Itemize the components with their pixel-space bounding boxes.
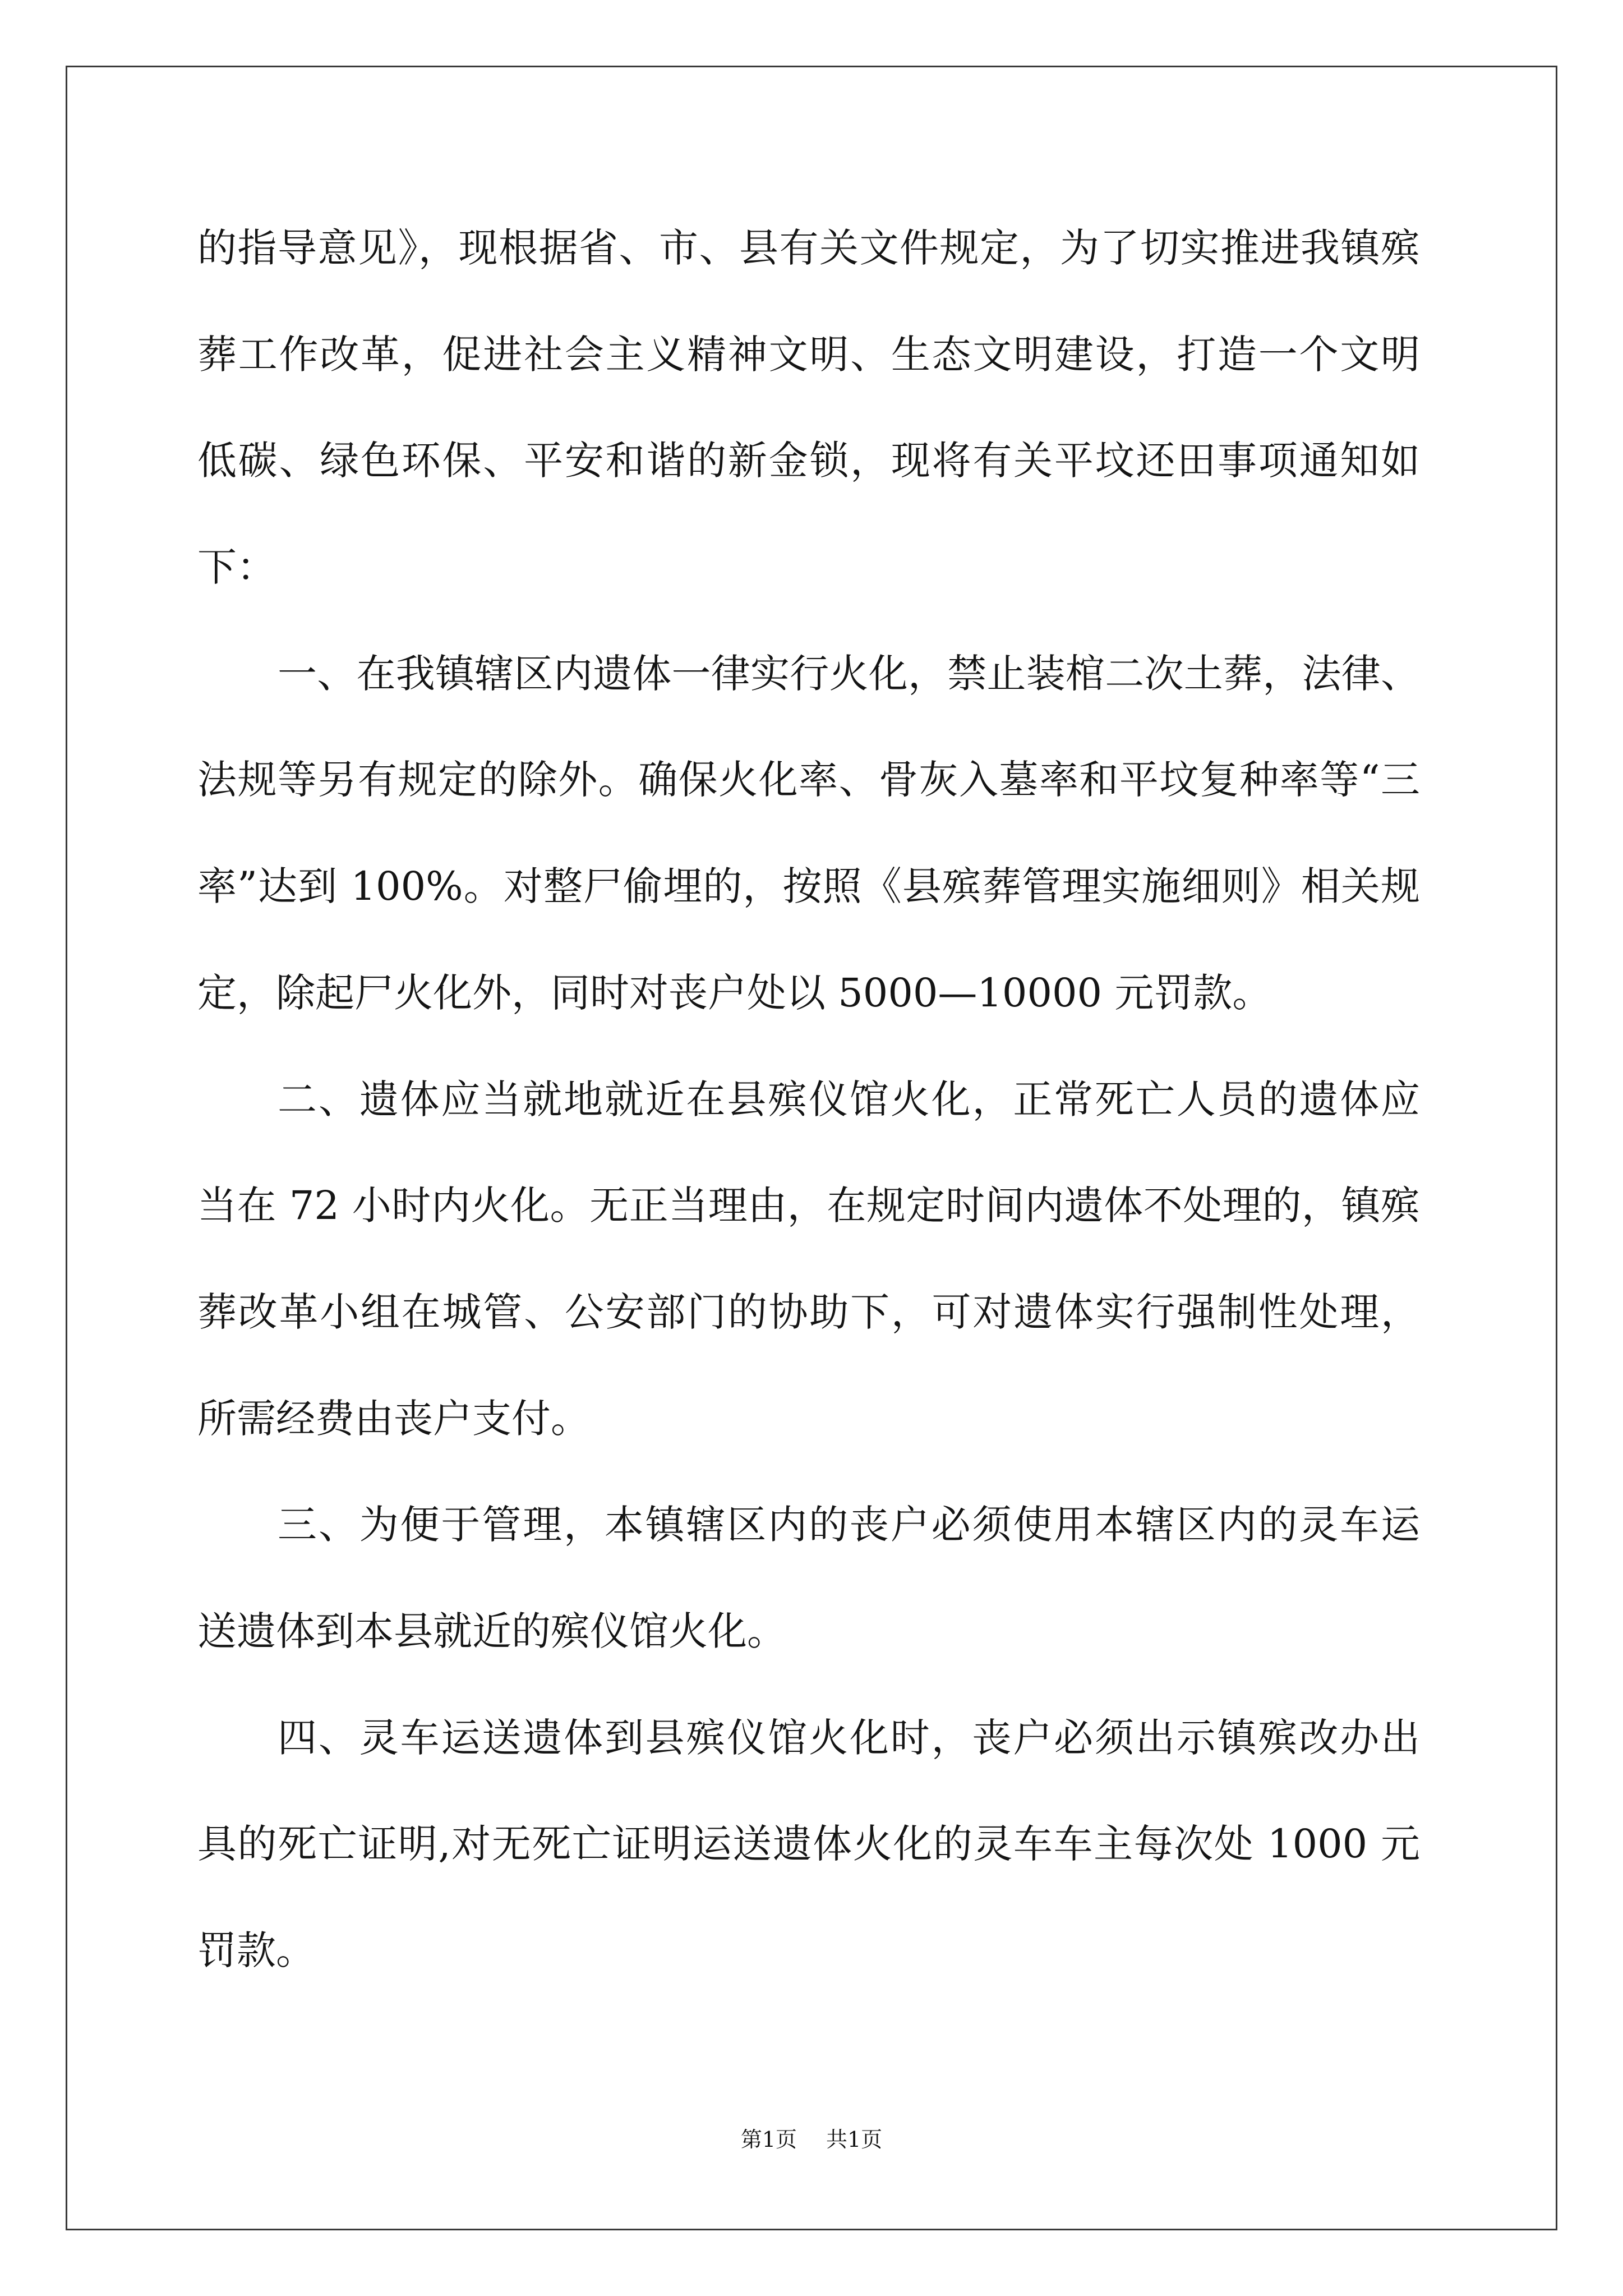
page-total: 共1页 [826,2127,883,2152]
text-line: 当在 72 小时内火化。无正当理由，在规定时间内遗体不处理的，镇殡 [197,1182,1420,1229]
text-line: 定，除起尸火化外，同时对丧户处以 5000—10000 元罚款。 [197,969,1272,1016]
paragraph [197,195,1420,621]
text-line: 具的死亡证明,对无死亡证明运送遗体火化的灵车车主每次处 1000 元 [197,1821,1420,1867]
text-line: 下： [197,544,276,591]
text-line: 低碳、绿色环保、平安和谐的新金锁，现将有关平坟还田事项通知如 [197,438,1420,484]
text-line: 三、为便于管理，本镇辖区内的丧户必须使用本辖区内的灵车运 [278,1502,1420,1548]
page-number: 第1页 [740,2127,797,2152]
document-body [197,195,1420,2004]
text-line: 二、遗体应当就地就近在县殡仪馆火化，正常死亡人员的遗体应 [278,1076,1420,1122]
text-line: 送遗体到本县就近的殡仪馆火化。 [197,1608,786,1654]
paragraph [197,621,1420,1047]
paragraph [197,1472,1420,1685]
text-line: 的指导意见》，现根据省、市、县有关文件规定，为了切实推进我镇殡 [197,225,1420,271]
text-line: 所需经费由丧户支付。 [197,1395,590,1442]
text-line: 四、灵车运送遗体到县殡仪馆火化时，丧户必须出示镇殡改办出 [278,1714,1420,1761]
paragraph [197,1685,1420,2004]
paragraph [197,1047,1420,1473]
text-line: 葬改革小组在城管、公安部门的协助下，可对遗体实行强制性处理， [197,1289,1420,1335]
text-line: 法规等另有规定的除外。确保火化率、骨灰入墓率和平坟复种率等“三 [197,757,1420,803]
text-line: 一、在我镇辖区内遗体一律实行火化，禁止装棺二次土葬，法律、 [278,650,1420,697]
text-line: 葬工作改革，促进社会主义精神文明、生态文明建设，打造一个文明 [197,331,1420,378]
text-line: 率”达到 100%。对整尸偷埋的，按照《县殡葬管理实施细则》相关规 [197,863,1420,910]
page-footer [0,2126,1623,2153]
text-line: 罚款。 [197,1927,315,1973]
